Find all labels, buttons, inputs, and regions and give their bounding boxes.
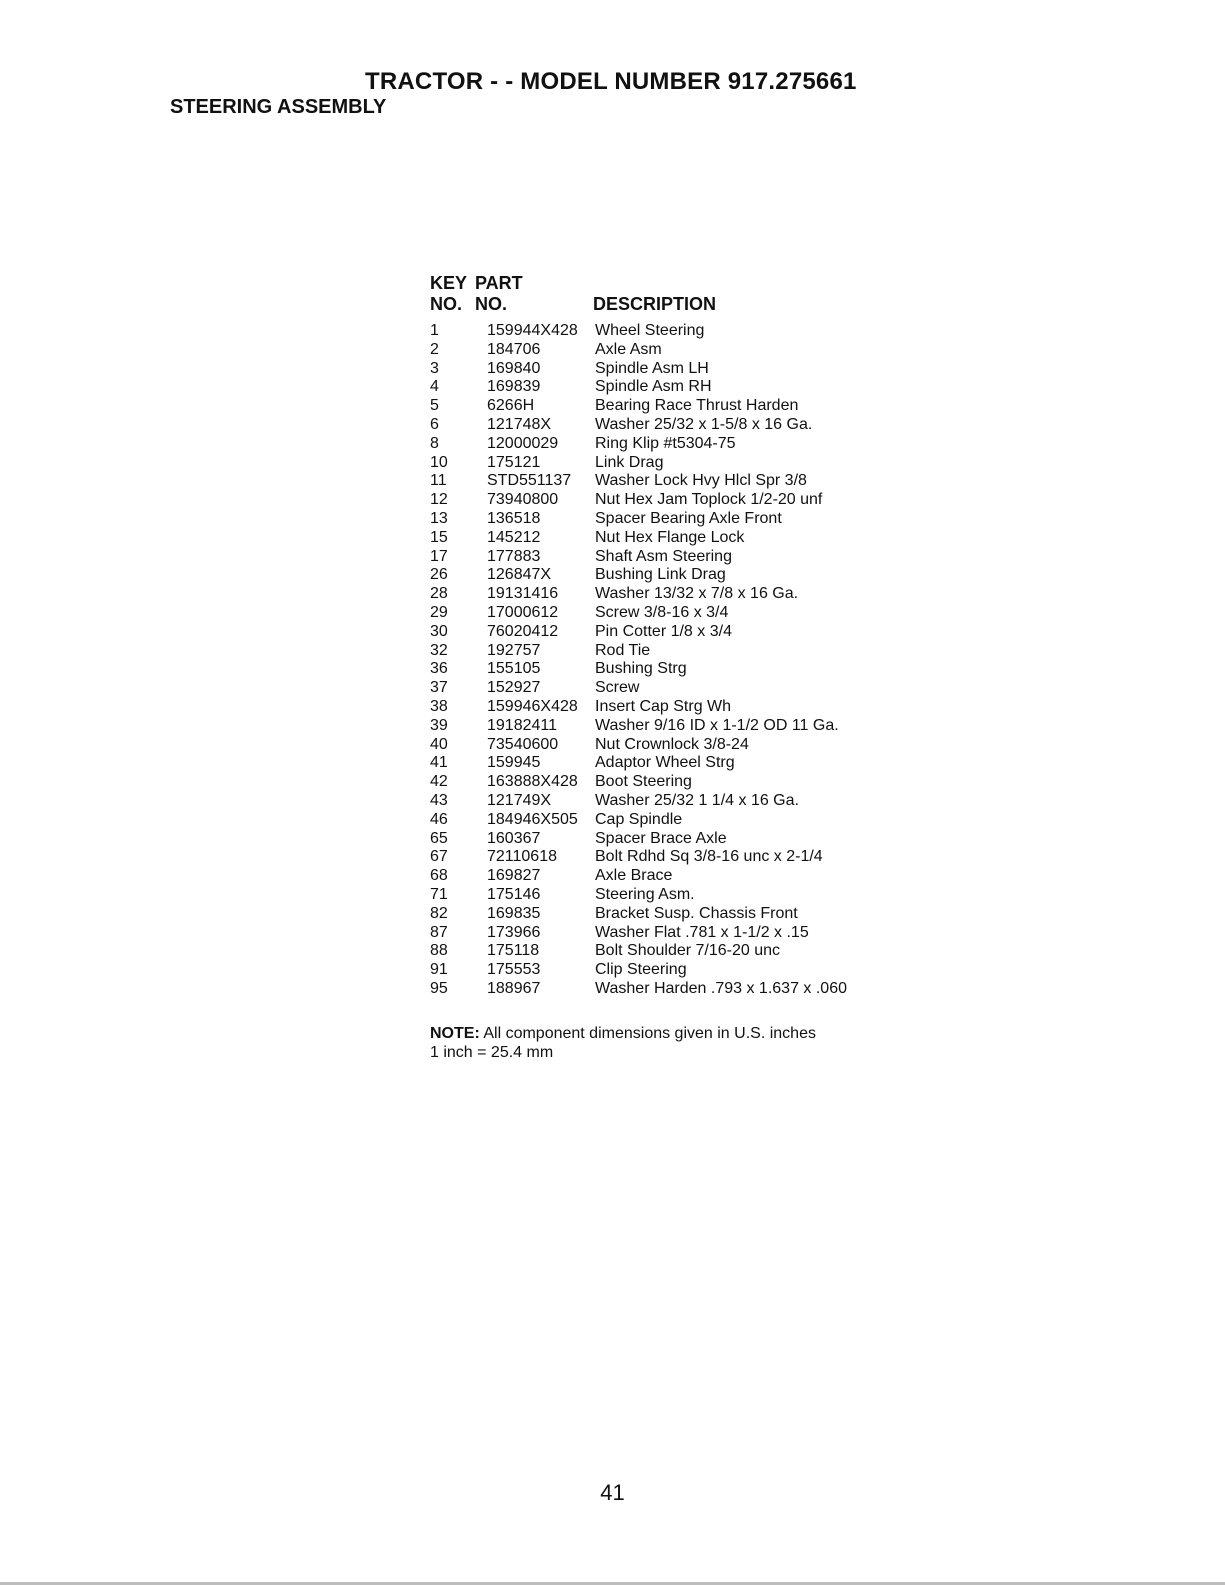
key-header-line2: NO. — [430, 294, 463, 314]
description-cell: Washer Lock Hvy Hlcl Spr 3/8 — [595, 472, 807, 490]
part-no-cell: 19182411 — [487, 716, 557, 734]
key-no-cell: 91 — [430, 961, 448, 979]
table-row — [430, 585, 847, 604]
part-no-cell: 136518 — [487, 509, 541, 527]
key-no-cell: 95 — [430, 979, 448, 997]
key-no-cell: 88 — [430, 942, 448, 960]
table-row — [430, 397, 847, 416]
section-title: STEERING ASSEMBLY — [170, 96, 387, 118]
key-no-cell: 68 — [430, 867, 448, 885]
description-cell: Cap Spindle — [595, 810, 683, 828]
part-no-cell: 17000612 — [487, 603, 559, 621]
table-row — [430, 848, 847, 867]
part-no-cell: STD551137 — [487, 472, 572, 490]
description-header: DESCRIPTION — [593, 294, 717, 314]
description-cell: Axle Asm — [595, 340, 662, 358]
part-no-cell: 177883 — [487, 547, 541, 565]
description-cell: Washer Harden .793 x 1.637 x .060 — [595, 979, 847, 997]
table-row — [430, 548, 847, 567]
part-no-cell: 155105 — [487, 660, 541, 678]
key-no-cell: 1 — [430, 322, 439, 339]
key-no-cell: 17 — [430, 547, 448, 565]
table-row — [430, 754, 847, 773]
table-row — [430, 623, 847, 642]
key-no-cell: 71 — [430, 885, 448, 903]
key-no-cell: 36 — [430, 660, 448, 678]
description-cell: Wheel Steering — [595, 322, 705, 339]
description-cell: Axle Brace — [595, 867, 673, 885]
part-no-cell: 184706 — [487, 340, 541, 358]
table-row — [430, 811, 847, 830]
table-row — [430, 773, 847, 792]
description-cell: Boot Steering — [595, 773, 692, 791]
key-no-cell: 40 — [430, 735, 448, 753]
part-no-cell: 188967 — [487, 979, 541, 997]
description-cell: Insert Cap Strg Wh — [595, 697, 732, 715]
key-no-cell: 46 — [430, 810, 448, 828]
part-no-cell: 145212 — [487, 528, 541, 546]
description-cell: Nut Hex Jam Toplock 1/2-20 unf — [595, 491, 823, 509]
part-no-cell: 152927 — [487, 679, 541, 697]
key-no-cell: 30 — [430, 622, 448, 640]
key-no-cell: 2 — [430, 340, 439, 358]
description-cell: Ring Klip #t5304-75 — [595, 434, 736, 452]
table-row — [430, 360, 847, 379]
key-no-cell: 32 — [430, 641, 448, 659]
key-no-cell: 10 — [430, 453, 448, 471]
part-no-cell: 173966 — [487, 923, 541, 941]
parts-list — [430, 273, 847, 999]
part-no-cell: 12000029 — [487, 434, 559, 452]
part-no-cell: 160367 — [487, 829, 541, 847]
key-no-cell: 67 — [430, 848, 448, 866]
table-row — [430, 454, 847, 473]
part-no-cell: 175121 — [487, 453, 541, 471]
table-row — [430, 566, 847, 585]
part-no-cell: 72110618 — [487, 848, 557, 866]
description-cell: Adaptor Wheel Strg — [595, 754, 735, 772]
key-no-cell: 11 — [430, 472, 447, 490]
table-row — [430, 642, 847, 661]
key-no-cell: 6 — [430, 415, 439, 433]
description-cell: Bearing Race Thrust Harden — [595, 397, 799, 415]
key-no-cell: 41 — [430, 754, 448, 772]
table-row — [430, 905, 847, 924]
table-row — [430, 660, 847, 679]
description-cell: Screw 3/8-16 x 3/4 — [595, 603, 729, 621]
description-cell: Bolt Shoulder 7/16-20 unc — [595, 942, 781, 960]
part-no-cell: 169840 — [487, 359, 541, 377]
dimensions-note — [430, 1024, 816, 1062]
table-row — [430, 961, 847, 980]
table-row — [430, 980, 847, 999]
description-cell: Screw — [595, 679, 640, 697]
table-row — [430, 698, 847, 717]
note-label: NOTE: — [430, 1025, 480, 1042]
table-row — [430, 416, 847, 435]
description-cell: Washer 13/32 x 7/8 x 16 Ga. — [595, 585, 799, 603]
key-no-cell: 87 — [430, 923, 448, 941]
key-no-cell: 39 — [430, 716, 448, 734]
table-row — [430, 886, 847, 905]
part-no-cell: 121749X — [487, 791, 552, 809]
key-no-cell: 43 — [430, 791, 448, 809]
part-no-cell: 192757 — [487, 641, 541, 659]
key-no-cell: 5 — [430, 397, 439, 415]
part-no-cell: 175146 — [487, 885, 541, 903]
part-header-line2: NO. — [475, 294, 508, 314]
part-no-cell: 126847X — [487, 566, 552, 584]
key-no-cell: 15 — [430, 528, 448, 546]
part-no-cell: 169827 — [487, 867, 541, 885]
part-no-cell: 169839 — [487, 378, 541, 396]
table-row — [430, 830, 847, 849]
description-cell: Washer 9/16 ID x 1-1/2 OD 11 Ga. — [595, 716, 839, 734]
part-no-cell: 121748X — [487, 415, 552, 433]
key-no-cell: 4 — [430, 378, 439, 396]
unit-conversion: 1 inch = 25.4 mm — [430, 1044, 554, 1061]
key-no-cell: 3 — [430, 359, 439, 377]
description-cell: Bushing Link Drag — [595, 566, 726, 584]
table-row — [430, 491, 847, 510]
description-cell: Spindle Asm RH — [595, 378, 712, 396]
table-row — [430, 322, 847, 341]
part-no-cell: 184946X505 — [487, 810, 578, 828]
description-cell: Washer Flat .781 x 1-1/2 x .15 — [595, 923, 809, 941]
key-header-line1: KEY — [430, 273, 468, 293]
table-row — [430, 717, 847, 736]
description-cell: Rod Tie — [595, 641, 651, 659]
table-row — [430, 924, 847, 943]
table-row — [430, 529, 847, 548]
description-cell: Bracket Susp. Chassis Front — [595, 904, 798, 922]
description-cell: Bolt Rdhd Sq 3/8-16 unc x 2-1/4 — [595, 848, 823, 866]
key-no-cell: 42 — [430, 773, 448, 791]
description-cell: Steering Asm. — [595, 885, 695, 903]
table-row — [430, 378, 847, 397]
key-no-cell: 12 — [430, 491, 448, 509]
key-no-cell: 37 — [430, 679, 448, 697]
description-cell: Pin Cotter 1/8 x 3/4 — [595, 622, 732, 640]
part-no-cell: 73940800 — [487, 491, 559, 509]
key-no-cell: 8 — [430, 434, 439, 452]
description-cell: Washer 25/32 x 1-5/8 x 16 Ga. — [595, 415, 813, 433]
key-no-cell: 65 — [430, 829, 448, 847]
key-no-cell: 13 — [430, 509, 448, 527]
description-cell: Clip Steering — [595, 961, 687, 979]
key-no-cell: 28 — [430, 585, 448, 603]
description-cell: Spacer Bearing Axle Front — [595, 509, 782, 527]
key-no-cell: 82 — [430, 904, 448, 922]
part-no-cell: 19131416 — [487, 585, 559, 603]
parts-rows — [430, 322, 847, 999]
part-no-cell: 73540600 — [487, 735, 559, 753]
description-cell: Nut Crownlock 3/8-24 — [595, 735, 749, 753]
table-row — [430, 736, 847, 755]
description-cell: Shaft Asm Steering — [595, 547, 732, 565]
part-no-cell: 159946X428 — [487, 697, 578, 715]
table-row — [430, 472, 847, 491]
table-row — [430, 792, 847, 811]
description-cell: Washer 25/32 1 1/4 x 16 Ga. — [595, 791, 799, 809]
description-cell: Spacer Brace Axle — [595, 829, 727, 847]
table-row — [430, 510, 847, 529]
part-no-cell: 6266H — [487, 397, 535, 415]
description-cell: Bushing Strg — [595, 660, 687, 678]
part-no-cell: 159944X428 — [487, 322, 578, 339]
part-no-cell: 76020412 — [487, 622, 559, 640]
table-row — [430, 679, 847, 698]
part-no-cell: 175118 — [487, 942, 540, 960]
key-no-cell: 26 — [430, 566, 448, 584]
page-title: TRACTOR - - MODEL NUMBER 917.275661 — [365, 68, 857, 95]
key-no-cell: 38 — [430, 697, 448, 715]
part-no-cell: 175553 — [487, 961, 541, 979]
table-row — [430, 341, 847, 360]
description-cell: Link Drag — [595, 453, 664, 471]
part-no-cell: 163888X428 — [487, 773, 578, 791]
table-row — [430, 867, 847, 886]
table-row — [430, 435, 847, 454]
note-text: All component dimensions given in U.S. inches — [483, 1025, 816, 1042]
description-cell: Spindle Asm LH — [595, 359, 709, 377]
table-row — [430, 942, 847, 961]
part-no-cell: 159945 — [487, 754, 541, 772]
table-row — [430, 604, 847, 623]
parts-list-header — [430, 273, 847, 318]
page-number: 41 — [600, 1480, 625, 1505]
description-cell: Nut Hex Flange Lock — [595, 528, 745, 546]
key-no-cell: 29 — [430, 603, 448, 621]
part-no-cell: 169835 — [487, 904, 541, 922]
part-header-line1: PART — [475, 273, 523, 293]
